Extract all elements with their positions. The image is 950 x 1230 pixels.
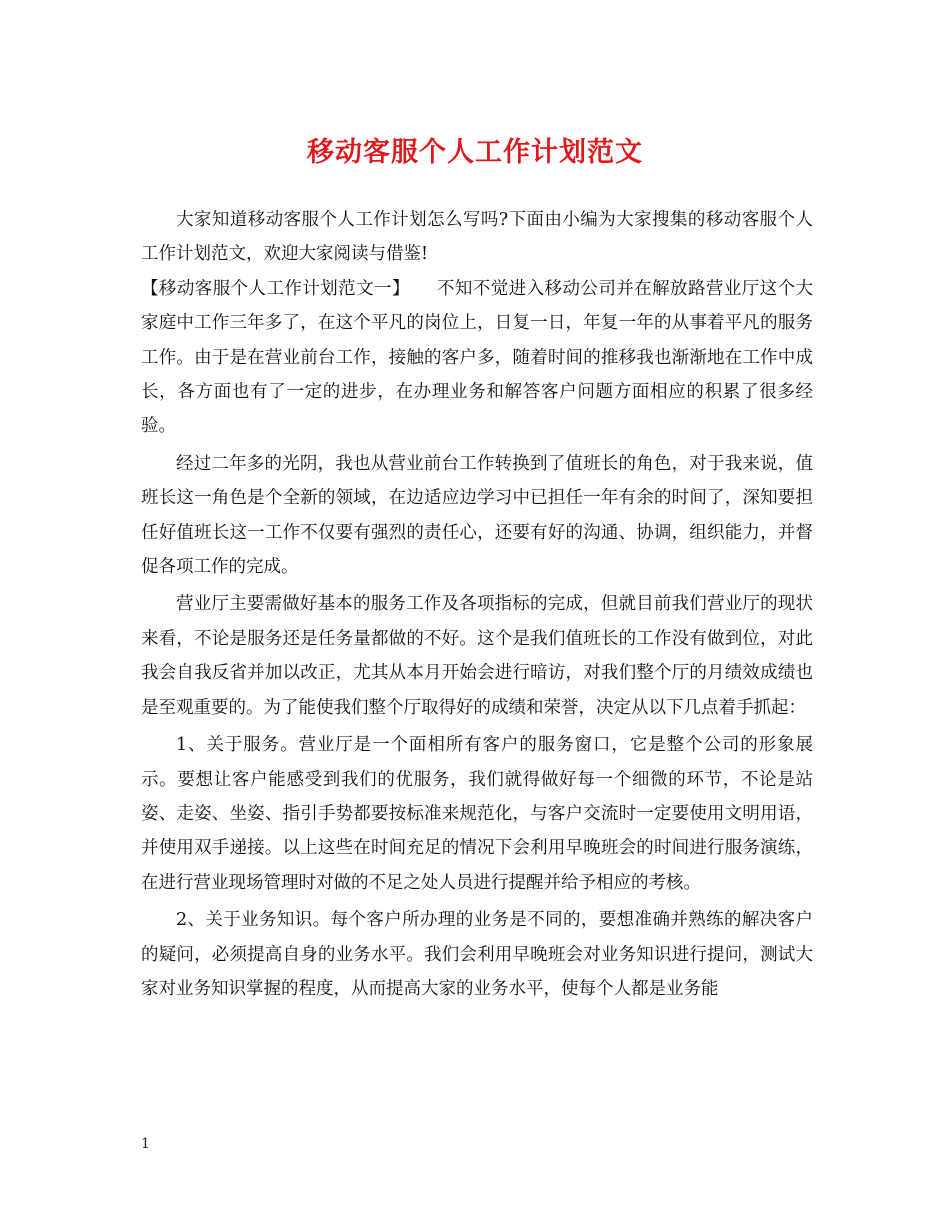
- paragraph-section-one: 【移动客服个人工作计划范文一】 不知不觉进入移动公司并在解放路营业厅这个大家庭中工作三年多了，在这个平凡的岗位上，日复一日，年复一年的从事着平凡的服务工作。由于是在营业前台工作，接触的客户多，随着时间的推移我也渐渐地在工作中成长，各方面也有了一定的进步，在办理业务和解答客户问题方面相应的积累了很多经验。: [141, 278, 813, 437]
- document-body: [141, 203, 813, 1006]
- paragraph-business-knowledge: 2、关于业务知识。每个客户所办理的业务是不同的，要想准确并熟练的解决客户的疑问，必须提高自身的业务水平。我们会利用早晚班会对业务知识进行提问，测试大家对业务知识掌握的程度，从而提高大家的业务水平，使每个人都是业务能: [141, 910, 813, 999]
- paragraph-hall-status: 营业厅主要需做好基本的服务工作及各项指标的完成，但就目前我们营业厅的现状来看，不论是服务还是任务量都做的不好。这个是我们值班长的工作没有做到位，对此我会自我反省并加以改正，尤其从本月开始会进行暗访，对我们整个厅的月绩效成绩也是至观重要的。为了能使我们整个厅取得好的成绩和荣誉，决定从以下几点着手抓起：: [141, 594, 813, 718]
- page-number: 1: [141, 1136, 150, 1152]
- paragraph-role-change: 经过二年多的光阴，我也从营业前台工作转换到了值班长的角色，对于我来说，值班长这一角色是个全新的领域，在边适应边学习中已担任一年有余的时间了，深知要担任好值班长这一工作不仅要有强烈的责任心，还要有好的沟通、协调，组织能力，并督促各项工作的完成。: [141, 453, 813, 578]
- paragraph-intro: 大家知道移动客服个人工作计划怎么写吗?下面由小编为大家搜集的移动客服个人工作计划范文，欢迎大家阅读与借鉴!: [141, 210, 813, 265]
- paragraph-service: 1、关于服务。营业厅是一个面相所有客户的服务窗口，它是整个公司的形象展示。要想让客户能感受到我们的优服务，我们就得做好每一个细微的环节，不论是站姿、走姿、坐姿、指引手势都要按标准来规范化，与客户交流时一定要使用文明用语，并使用双手递接。以上这些在时间充足的情况下会利用早晚班会的时间进行服务演练，在进行营业现场管理时对做的不足之处人员进行提醒并给予相应的考核。: [141, 735, 813, 893]
- document-title: 移动客服个人工作计划范文: [307, 137, 643, 168]
